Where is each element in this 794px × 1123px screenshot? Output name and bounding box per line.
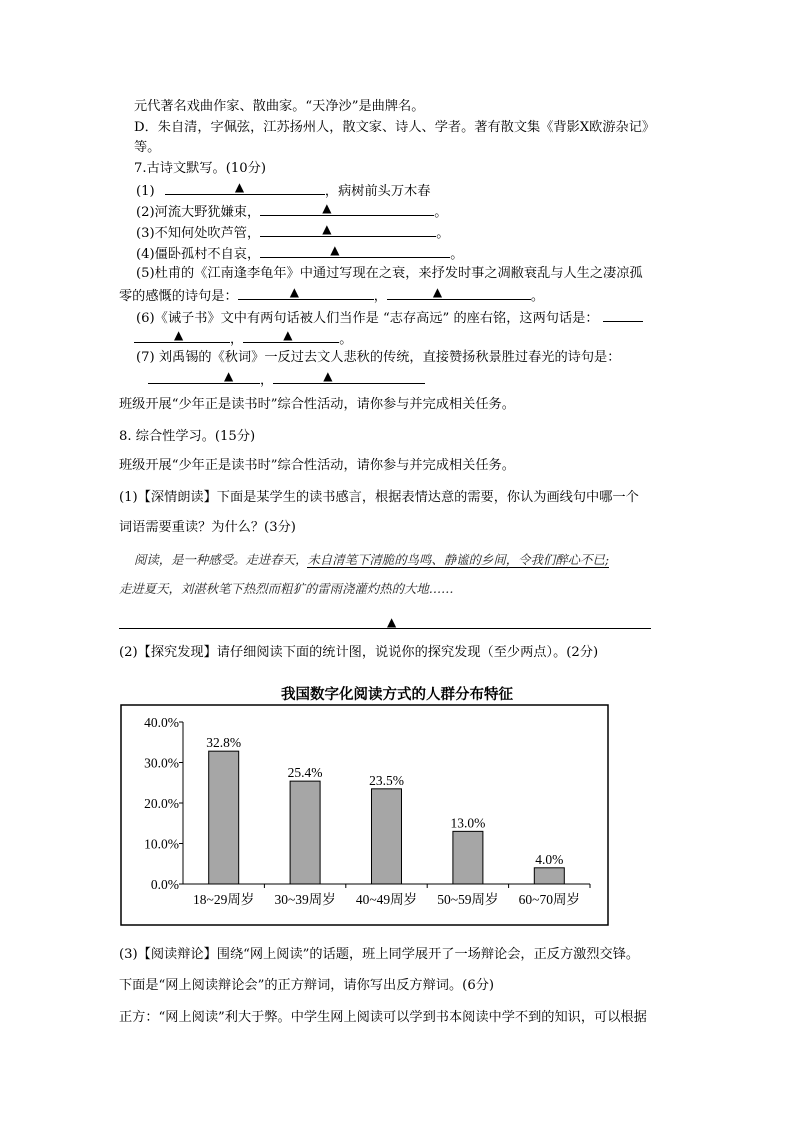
text-line: 等。 bbox=[134, 140, 161, 155]
q7-item-7: (7) 刘禹锡的《秋词》一反过去文人悲秋的传统，直接赞扬秋景胜过春光的诗句是： bbox=[136, 350, 621, 365]
bar bbox=[209, 751, 239, 884]
triangle-mark: ▲ bbox=[322, 201, 332, 215]
y-tick-label: 30.0% bbox=[144, 755, 179, 771]
intro-line: 班级开展“少年正是读书时”综合性活动，请你参与并完成相关任务。 bbox=[119, 458, 515, 473]
chart-title: 我国数字化阅读方式的人群分布特征 bbox=[281, 687, 513, 703]
x-tick-label: 40~49周岁 bbox=[355, 892, 418, 907]
triangle-mark: ▲ bbox=[234, 180, 245, 194]
x-tick-label: 30~39周岁 bbox=[274, 892, 336, 907]
x-tick-label: 60~70周岁 bbox=[518, 892, 580, 907]
intro-line: 班级开展“少年正是读书时”综合性活动，请你参与并完成相关任务。 bbox=[119, 397, 515, 412]
triangle-mark: ▲ bbox=[387, 615, 397, 629]
part-3-prompt: (3)【阅读辩论】围绕“网上阅读”的话题，班上同学展开了一场辩论会，正反方激烈交锋。 bbox=[119, 947, 640, 962]
option-d-line: D．朱自清，字佩弦，江苏扬州人，散文家、诗人、学者。著有散文集《背影Ⅹ欧游杂记》 bbox=[134, 120, 656, 135]
reading-reflection-line-2: 走进夏天，刘湛秋笔下热烈而粗犷的雷雨浇灌灼热的大地…… bbox=[119, 581, 454, 596]
q7-item-3: (3)不知何处吹芦管， ▲ 。 bbox=[136, 222, 449, 244]
part-2-prompt: (2)【探究发现】请仔细阅读下面的统计图，说说你的探究发现（至少两点）。(2分) bbox=[119, 645, 599, 660]
q7-item-4: (4)僵卧孤村不自哀， ▲ 。 bbox=[136, 243, 463, 265]
bar bbox=[534, 868, 564, 884]
part-1-prompt: (1)【深情朗读】下面是某学生的读书感言，根据表情达意的需要，你认为画线句中哪一个 bbox=[119, 490, 639, 505]
underlined-sentence: 未自清笔下清脆的鸟鸣、静谧的乡间，令我们醉心不已; bbox=[307, 552, 610, 567]
triangle-mark: ▲ bbox=[224, 369, 234, 383]
q7-item-7-cont: ▲ ， ▲ bbox=[148, 369, 425, 391]
triangle-mark: ▲ bbox=[289, 285, 299, 299]
q7-item-5: (5)杜甫的《江南逢李龟年》中通过写现在之衰，来抒发时事之凋敝衰乱与人生之凄凉孤 bbox=[136, 266, 643, 281]
bar-value-label: 13.0% bbox=[450, 815, 486, 831]
triangle-mark: ▲ bbox=[174, 328, 184, 342]
q7-item-6-cont: ▲ ， ▲ 。 bbox=[134, 328, 352, 350]
q7-item-5-cont: 零的感慨的诗句是： ▲ ， ▲ 。 bbox=[119, 285, 544, 307]
q7-item-6: (6)《诫子书》文中有两句话被人们当作是 “志存高远” 的座右铭，这两句话是： bbox=[136, 307, 643, 329]
bar-value-label: 25.4% bbox=[287, 765, 323, 781]
triangle-mark: ▲ bbox=[323, 369, 333, 383]
part-3-prompt-cont: 下面是“网上阅读辩论会”的正方辩词，请你写出反方辩词。(6分) bbox=[119, 978, 495, 993]
question-7-title: 7.古诗文默写。(10分) bbox=[134, 161, 266, 176]
text-line: 元代著名戏曲作家、散曲家。“天净沙”是曲牌名。 bbox=[134, 99, 425, 114]
question-8-title: 8. 综合性学习。(15分) bbox=[119, 429, 256, 444]
q7-item-1: (1) ▲ ，病树前头万木春 bbox=[136, 180, 430, 202]
x-tick-label: 50~59周岁 bbox=[437, 892, 499, 907]
bar bbox=[290, 781, 320, 884]
bar bbox=[453, 831, 483, 884]
reading-reflection-line-1: 阅读，是一种感受。走进春天，未自清笔下清脆的鸟鸣、静谧的乡间，令我们醉心不已; bbox=[134, 552, 610, 567]
part-1-prompt-cont: 词语需要重读？为什么？(3分) bbox=[119, 520, 296, 535]
triangle-mark: ▲ bbox=[283, 328, 293, 342]
triangle-mark: ▲ bbox=[322, 222, 332, 236]
triangle-mark: ▲ bbox=[432, 285, 443, 299]
y-tick-label: 40.0% bbox=[144, 715, 179, 730]
x-tick-label: 18~29周岁 bbox=[193, 892, 255, 907]
affirmative-statement: 正方：“网上阅读”利大于弊。中学生网上阅读可以学到书本阅读中学不到的知识，可以根据 bbox=[119, 1010, 647, 1025]
y-tick-label: 0.0% bbox=[150, 877, 179, 892]
bar-value-label: 32.8% bbox=[206, 735, 242, 751]
q7-item-2: (2)河流大野犹嫌束， ▲ 。 bbox=[136, 201, 447, 223]
y-tick-label: 10.0% bbox=[144, 836, 179, 852]
bar-value-label: 23.5% bbox=[369, 772, 404, 788]
y-tick-label: 20.0% bbox=[144, 796, 179, 811]
bar-value-label: 4.0% bbox=[535, 851, 564, 867]
triangle-mark: ▲ bbox=[330, 243, 340, 257]
bar bbox=[372, 789, 402, 884]
